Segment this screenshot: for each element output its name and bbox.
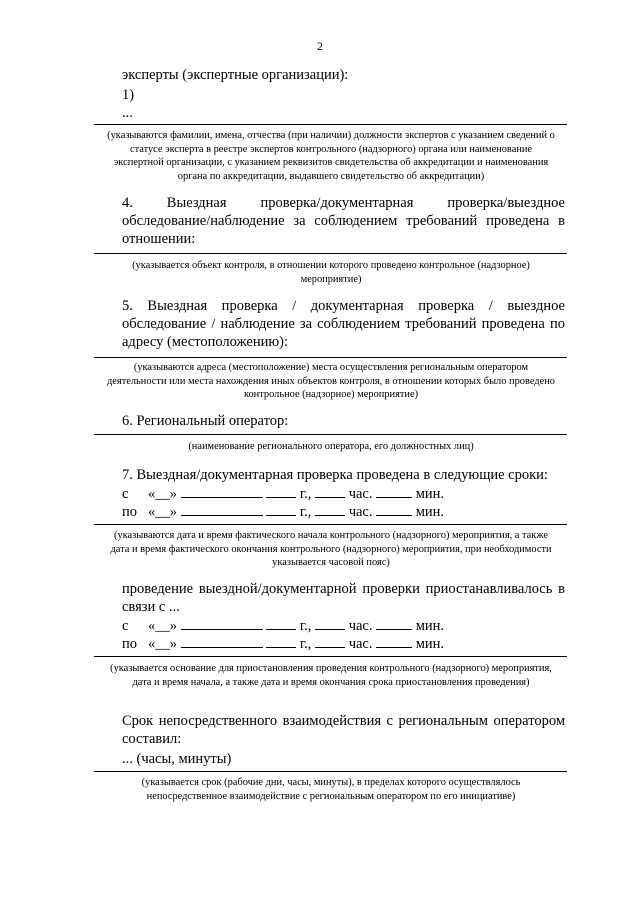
year-field (266, 617, 296, 630)
page-number: 2 (317, 39, 323, 53)
hour-field (315, 635, 345, 648)
hour-label: час. (348, 636, 373, 652)
year-field (266, 635, 296, 648)
minute-field (376, 635, 412, 648)
year-label: г., (299, 636, 312, 652)
minute-label: мин. (415, 636, 445, 652)
period-from-row (122, 485, 444, 503)
day-field: «__» (148, 636, 177, 652)
interaction-caption: (указывается срок (рабочие дни, часы, минуты), в пределах которого осуществлялось непосредственное взаимодействие с региональным оператором по его инициативе) (141, 777, 521, 802)
to-prefix: по (122, 504, 138, 520)
minute-field (376, 617, 412, 630)
minute-field (376, 485, 412, 498)
year-label: г., (299, 486, 312, 502)
year-label: г., (299, 504, 312, 520)
minute-label: мин. (415, 618, 445, 634)
hour-label: час. (348, 618, 373, 634)
from-prefix: с (122, 486, 129, 502)
experts-heading: эксперты (экспертные организации): (122, 67, 349, 83)
suspension-to-row (122, 635, 444, 653)
experts-rule (94, 124, 567, 125)
interaction-text: Срок непосредственного взаимодействия с региональным оператором составил: (122, 713, 565, 747)
section-4-text: 4. Выездная проверка/документарная проверка/выездное обследование/наблюдение за соблюдением требований проведена в отношении: (122, 195, 565, 247)
year-label: г., (299, 618, 312, 634)
from-prefix: с (122, 618, 129, 634)
minute-label: мин. (415, 486, 445, 502)
experts-item-2: ... (122, 105, 133, 121)
minute-field (376, 503, 412, 516)
section-6-text: 6. Региональный оператор: (122, 413, 289, 429)
day-field: «__» (148, 486, 177, 502)
hour-field (315, 617, 345, 630)
month-field (181, 617, 263, 630)
section-5-caption: (указываются адреса (местоположение) места осуществления региональным оператором деятельности или места нахождения иных объектов контроля, в отношении которых было проведено контрольное (надзорное) мероприятие) (107, 362, 555, 400)
period-to-row (122, 503, 444, 521)
year-field (266, 503, 296, 516)
suspension-rule (94, 656, 567, 657)
section-5-text: 5. Выездная проверка / документарная проверка / выездное обследование / наблюдение за соблюдением требований проведена по адресу (местоположению): (122, 298, 565, 350)
month-field (181, 503, 263, 516)
section-7-caption: (указываются дата и время фактического начала контрольного (надзорного) мероприятия, а также дата и время фактического окончания контрольного (надзорного) мероприятия, при необходимости указывается часовой пояс) (110, 530, 552, 568)
section-6-caption: (наименование регионального оператора, его должностных лиц) (188, 441, 474, 452)
minute-label: мин. (415, 504, 445, 520)
section-6-rule (94, 434, 567, 435)
interaction-rule (94, 771, 567, 772)
hour-label: час. (348, 486, 373, 502)
hour-field (315, 485, 345, 498)
suspension-caption: (указывается основание для приостановления проведения контрольного (надзорного) мероприятия, дата и время начала, а также дата и время окончания срока приостановления проведения) (110, 663, 552, 688)
section-4-caption: (указывается объект контроля, в отношении которого проведено контрольное (надзорное) мероприятие) (132, 260, 530, 285)
hour-field (315, 503, 345, 516)
section-7-text: 7. Выездная/документарная проверка проведена в следующие сроки: (122, 467, 548, 483)
month-field (181, 485, 263, 498)
experts-caption: (указываются фамилии, имена, отчества (при наличии) должности экспертов с указанием сведений о статусе эксперта в реестре экспертов контрольного (надзорного) органа или наименование экспертной организации, с указанием реквизитов свидетельства об аккредитации и наименования органа по аккредитации, выдавшего свидетельство об аккредитации) (107, 130, 555, 182)
day-field: «__» (148, 504, 177, 520)
section-5-rule (94, 357, 567, 358)
day-field: «__» (148, 618, 177, 634)
to-prefix: по (122, 636, 138, 652)
suspension-from-row (122, 617, 444, 635)
month-field (181, 635, 263, 648)
hour-label: час. (348, 504, 373, 520)
section-4-rule (94, 253, 567, 254)
year-field (266, 485, 296, 498)
experts-item-1: 1) (122, 87, 135, 103)
section-7-rule (94, 524, 567, 525)
interaction-value: ... (часы, минуты) (122, 751, 232, 767)
suspension-text: проведение выездной/документарной проверки приостанавливалось в связи с ... (122, 581, 565, 615)
